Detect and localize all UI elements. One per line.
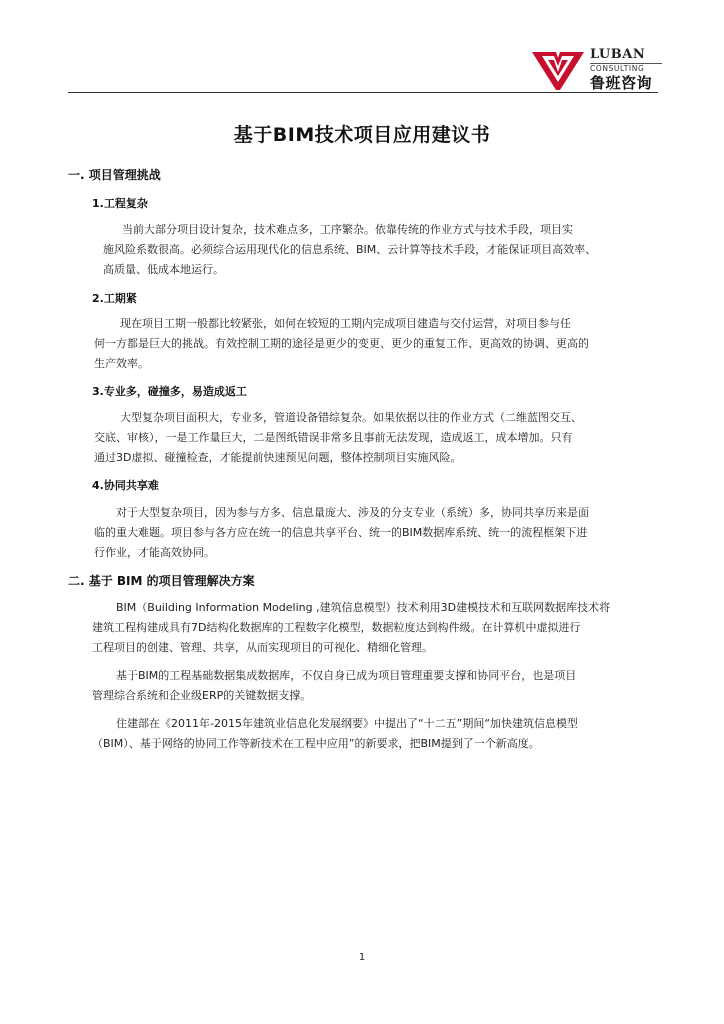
- subheading-schedule: 2.工期紧: [92, 292, 137, 305]
- paragraph-line: 工程项目的创建、管理、共享，从而实现项目的可视化、精细化管理。: [92, 641, 433, 654]
- paragraph-line: 建筑工程构建成具有7D结构化数据库的工程数字化模型，数据粒度达到构件级。在计算机中虚拟进行: [92, 621, 581, 634]
- subheading-disciplines: 3.专业多，碰撞多，易造成返工: [92, 385, 247, 398]
- paragraph-line: 高质量、低成本地运行。: [103, 263, 224, 276]
- paragraph-line: 临的重大难题。项目参与各方应在统一的信息共享平台、统一的BIM数据库系统、统一的流程框架下进: [94, 526, 588, 539]
- subheading-complexity: 1.工程复杂: [92, 197, 148, 210]
- paragraph-line: 通过3D虚拟、碰撞检查，才能提前快速预见问题，整体控制项目实施风险。: [94, 451, 462, 464]
- page-number: 1: [358, 952, 366, 963]
- paragraph-line: 对于大型复杂项目，因为参与方多、信息量庞大、涉及的分支专业（系统）多，协同共享历来是面: [116, 506, 589, 519]
- section-heading-challenges: 一. 项目管理挑战: [68, 168, 161, 182]
- logo-brand-cn: 鲁班咨询: [590, 74, 653, 92]
- luban-logo: [530, 48, 660, 94]
- logo-brand-en: LUBAN: [590, 47, 646, 62]
- paragraph-line: 住建部在《2011年-2015年建筑业信息化发展纲要》中提出了“十二五”期间“加快建筑信息模型: [116, 717, 579, 730]
- paragraph-line: （BIM）、基于网络的协同工作等新技术在工程中应用”的新要求，把BIM提到了一个新高度。: [92, 737, 540, 750]
- paragraph-line: 当前大部分项目设计复杂，技术难点多，工序繁杂。依靠传统的作业方式与技术手段，项目实: [122, 223, 573, 236]
- paragraph-line: 交底、审核），一是工作量巨大，二是图纸错误非常多且事前无法发现，造成返工，成本增加。只有: [94, 431, 573, 444]
- luban-v-mark-icon: [530, 48, 586, 92]
- header-divider: [68, 92, 658, 93]
- paragraph-line: 生产效率。: [94, 357, 149, 370]
- paragraph-line: 基于BIM的工程基础数据集成数据库，不仅自身已成为项目管理重要支撑和协同平台，也是项目: [116, 669, 577, 682]
- subheading-collaboration: 4.协同共享难: [92, 479, 159, 492]
- paragraph-line: 管理综合系统和企业级ERP的关键数据支撑。: [92, 689, 312, 702]
- paragraph-line: 行作业，才能高效协同。: [94, 546, 215, 559]
- paragraph-line: 何一方都是巨大的挑战。有效控制工期的途径是更少的变更、更少的重复工作、更高效的协调、更高的: [94, 337, 589, 350]
- paragraph-line: 现在项目工期一般都比较紧张，如何在较短的工期内完成项目建造与交付运营，对项目参与任: [120, 317, 571, 330]
- document-title: 基于BIM技术项目应用建议书: [233, 124, 491, 146]
- paragraph-line: BIM（Building Information Modeling ,建筑信息模型）技术利用3D建模技术和互联网数据库技术将: [116, 601, 611, 614]
- logo-brand-en-sub: CONSULTING: [590, 63, 662, 73]
- section-heading-solution: 二. 基于 BIM 的项目管理解决方案: [68, 574, 255, 588]
- paragraph-line: 大型复杂项目面积大，专业多，管道设备错综复杂。如果依据以往的作业方式（二维蓝图交互、: [120, 411, 582, 424]
- paragraph-line: 施风险系数很高。必须综合运用现代化的信息系统、BIM、云计算等技术手段，才能保证项目高效率、: [103, 243, 597, 256]
